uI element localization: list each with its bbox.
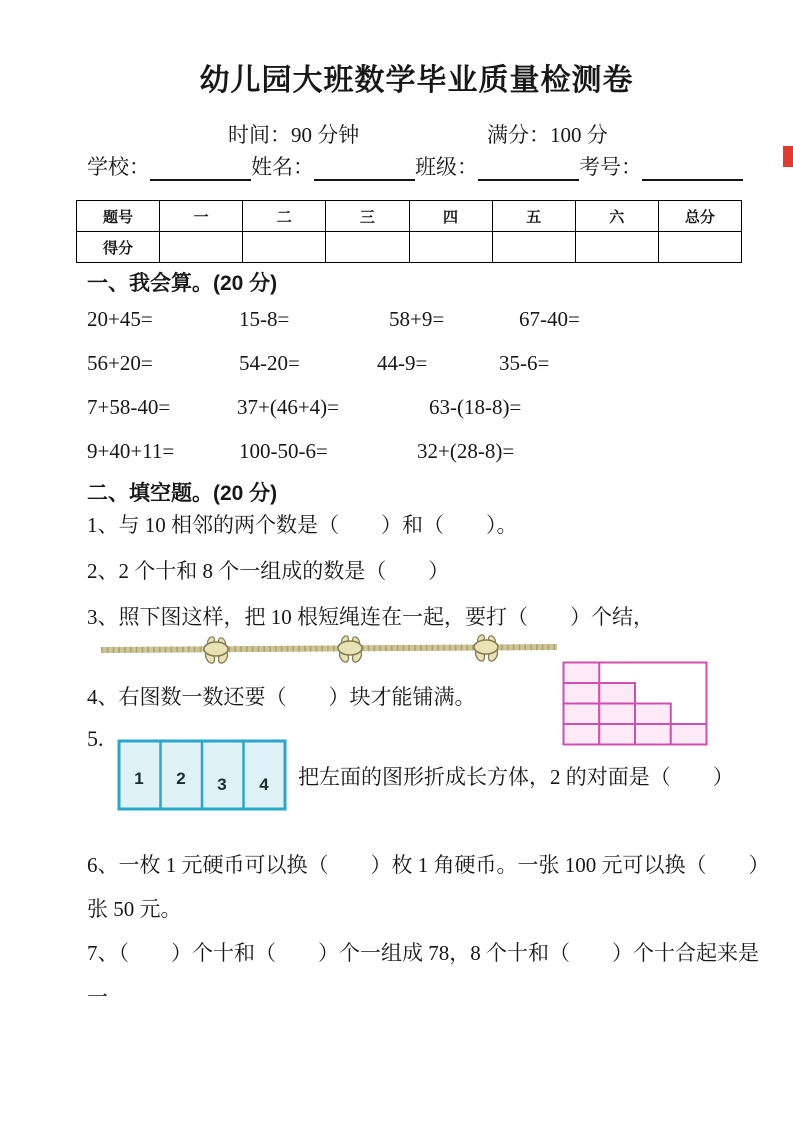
question-4: 4、右图数一数还要（ ）块才能铺满。 — [87, 685, 476, 709]
class-blank-line — [478, 154, 579, 181]
score-table-score-row — [77, 232, 742, 263]
header-cell-3: 三 — [326, 201, 409, 232]
fold-cell-label-2: 2 — [176, 769, 186, 788]
tile-grid-figure — [562, 661, 708, 746]
question-6-line-2: 张 50 元。 — [87, 897, 182, 921]
score-cell-empty — [492, 232, 575, 263]
name-label: 姓名： — [251, 155, 314, 179]
fold-strip-figure — [117, 739, 287, 811]
calc-row-1 — [87, 307, 580, 332]
header-cell-question-number: 题号 — [77, 201, 160, 232]
fold-cell-label-4: 4 — [259, 775, 269, 794]
calc-row-3 — [87, 395, 521, 420]
rope-knot — [338, 635, 364, 664]
calc-problem: 9+40+11= — [87, 439, 175, 463]
calc-row-4 — [87, 439, 514, 464]
question-6-line-1: 6、一枚 1 元硬币可以换（ ）枚 1 角硬币。一张 100 元可以换（ ） — [87, 853, 770, 877]
rope-knot — [474, 634, 500, 663]
question-3: 3、照下图这样，把 10 根短绳连在一起，要打（ ）个结， — [87, 605, 654, 629]
school-blank-line — [150, 154, 251, 181]
header-cell-4: 四 — [409, 201, 492, 232]
school-label: 学校： — [87, 155, 150, 179]
class-label: 班级： — [415, 155, 478, 179]
score-cell-empty — [243, 232, 326, 263]
question-5-text: 把左面的图形折成长方体，2 的对面是（ ） — [298, 765, 734, 789]
section-one-heading: 一、我会算。(20 分) — [87, 272, 278, 295]
red-bookmark-marker — [783, 146, 793, 167]
question-5-number: 5. — [87, 726, 104, 751]
header-cell-1: 一 — [160, 201, 243, 232]
question-2: 2、2 个十和 8 个一组成的数是（ ） — [87, 559, 450, 583]
calc-problem: 37+(46+4)= — [237, 395, 340, 419]
rope-knot — [204, 636, 230, 665]
question-7-line-2: 一 — [87, 985, 108, 1009]
calc-problem: 63-(18-8)= — [429, 395, 522, 419]
calc-problem: 15-8= — [239, 307, 290, 331]
calc-row-2 — [87, 351, 549, 376]
header-cell-5: 五 — [492, 201, 575, 232]
score-cell-empty — [575, 232, 658, 263]
student-info-row — [87, 153, 783, 181]
calc-problem: 20+45= — [87, 307, 153, 331]
calc-problem: 32+(28-8)= — [417, 439, 515, 463]
calc-problem: 56+20= — [87, 351, 153, 375]
score-row-label: 得分 — [77, 232, 160, 263]
full-score-label: 满分：100 分 — [487, 123, 608, 147]
exam-number-blank-line — [642, 154, 743, 181]
header-cell-total: 总分 — [658, 201, 741, 232]
score-table — [76, 200, 742, 263]
time-limit-label: 时间：90 分钟 — [228, 123, 360, 147]
score-cell-empty — [409, 232, 492, 263]
rope-knots-image — [98, 629, 560, 671]
score-table-header-row — [77, 201, 742, 232]
page-title: 幼儿园大班数学毕业质量检测卷 — [199, 64, 634, 97]
question-7-line-1: 7、（ ）个十和（ ）个一组成 78，8 个十和（ ）个十合起来是 — [87, 941, 759, 965]
calc-problem: 35-6= — [499, 351, 550, 375]
question-1: 1、与 10 相邻的两个数是（ ）和（ ）。 — [87, 513, 518, 537]
fold-cell-label-3: 3 — [217, 775, 227, 794]
fold-cell-label-1: 1 — [134, 769, 144, 788]
score-cell-empty — [326, 232, 409, 263]
calc-problem: 67-40= — [519, 307, 580, 331]
calc-problem: 58+9= — [389, 307, 445, 331]
header-cell-6: 六 — [575, 201, 658, 232]
calc-problem: 7+58-40= — [87, 395, 171, 419]
calc-problem: 44-9= — [377, 351, 428, 375]
calc-problem: 54-20= — [239, 351, 300, 375]
exam-number-label: 考号： — [579, 155, 642, 179]
calc-problem: 100-50-6= — [239, 439, 328, 463]
name-blank-line — [314, 154, 415, 181]
section-two-heading: 二、填空题。(20 分) — [87, 482, 278, 505]
header-cell-2: 二 — [243, 201, 326, 232]
score-cell-empty — [160, 232, 243, 263]
score-cell-empty — [658, 232, 741, 263]
